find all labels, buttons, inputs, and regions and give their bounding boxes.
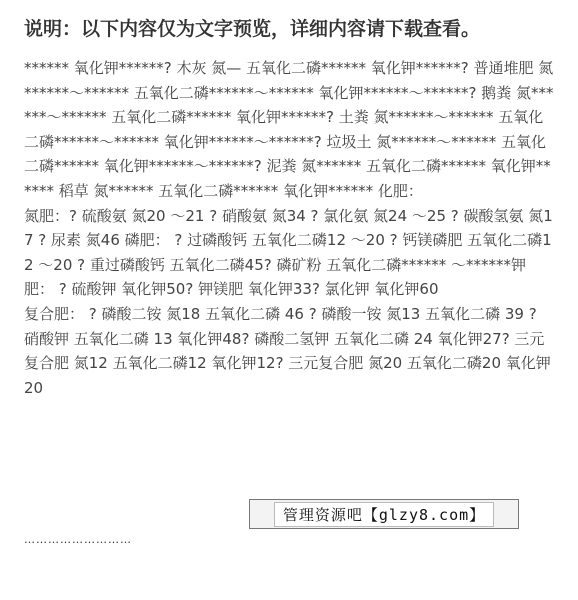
watermark-text: 管理资源吧【glzy8.com】 bbox=[274, 502, 494, 527]
preview-notice: 说明：以下内容仅为文字预览，详细内容请下载查看。 bbox=[24, 18, 481, 40]
paragraph-single-fertilizers: 氮肥：? 硫酸氨 氮20 ～21 ? 硝酸氨 氮34 ? 氯化氨 氮24 ～25 ? 碳酸氢氨 氮17 ? 尿素 氮46 磷肥： ? 过磷酸钙 五氧化二磷12 ～20 ? 钙镁磷肥 五氧化二磷12 ～20 ? 重过磷酸钙 五氧化二磷45? 磷矿粉 五氧化二磷****** ～******钾肥： ? 硫酸钾 氧化钾50? 钾镁肥 氧化钾33? 氯化钾 氧化钾60 bbox=[24, 206, 553, 299]
paragraph-compound-fertilizers: 复合肥： ? 磷酸二铵 氮18 五氧化二磷 46 ? 磷酸一铵 氮13 五氧化二磷 39 ? 硝酸钾 五氧化二磷 13 氧化钾48? 磷酸二氢钾 五氧化二磷 24 氧化钾27? 三元复合肥 氮12 五氧化二磷12 氧化钾12? 三元复合肥 氮20 五氧化二磷20 氧化钾20 bbox=[24, 304, 551, 397]
document-preview-text bbox=[24, 56, 556, 400]
truncation-ellipsis: ……………………… bbox=[24, 533, 132, 546]
paragraph-organic-fertilizers: ****** 氧化钾******? 木灰 氮— 五氧化二磷****** 氧化钾******? 普通堆肥 氮******～****** 五氧化二磷******～****** 氧化钾******～******? 鹅粪 氮******～****** 五氧化二磷****** 氧化钾******? 土粪 氮******～****** 五氧化二磷******～****** 氧化钾******～******? 垃圾土 氮******～****** 五氧化二磷****** 氧化钾******～******? 泥粪 氮****** 五氧化二磷****** 氧化钾****** 稻草 氮****** 五氧化二磷****** 氧化钾****** 化肥： bbox=[24, 59, 554, 200]
watermark-overlay bbox=[249, 499, 519, 529]
